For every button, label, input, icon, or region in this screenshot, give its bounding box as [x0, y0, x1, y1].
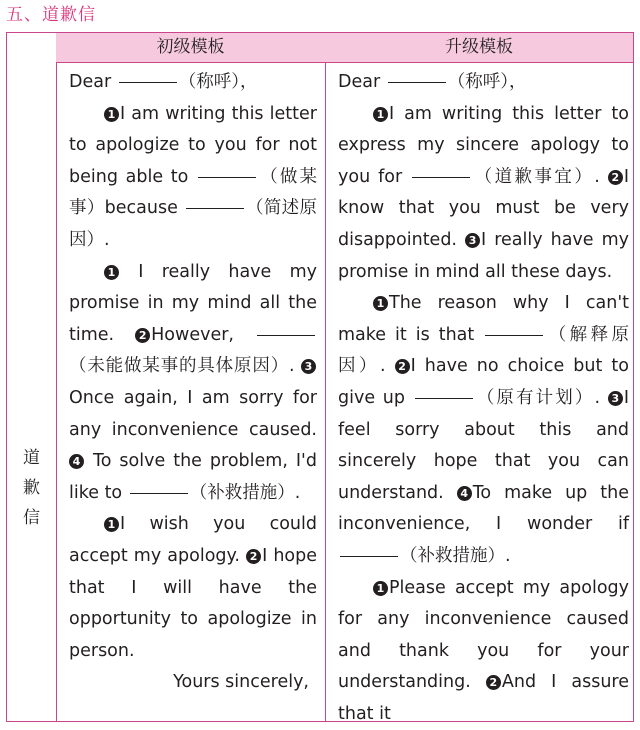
- advanced-template-text: [338, 67, 629, 730]
- header-basic-template: 初级模板: [56, 33, 325, 61]
- paragraph-closing: 1 Please accept my apology for any inconvenience caused and thank you for your understanding. 2 And I assure that it: [338, 573, 629, 730]
- sentence-number: 1: [104, 107, 119, 122]
- fill-blank: [186, 207, 244, 209]
- paragraph-opening: 1 I am writing this letter to apologize to you for not being able to （做某事）because （简述原因）.: [69, 99, 317, 257]
- sentence-number: 4: [69, 454, 84, 469]
- sentence-number: 2: [608, 170, 623, 185]
- sentence-number: 2: [246, 549, 261, 564]
- salutation: Dear （称呼），: [338, 67, 629, 99]
- template-table: [6, 32, 634, 722]
- column-divider: [56, 33, 57, 721]
- paragraph-body: 1 The reason why I can't make it is that （解释原因）. 2 I have no choice but to give up （原有计划）. 3 I feel sorry about this and sincerely hope that you can understand. 4 To make up the inconvenience, I wonder if （补救措施）.: [338, 288, 629, 572]
- fill-blank: [340, 555, 398, 557]
- fill-blank: [257, 334, 315, 336]
- basic-template-text: [69, 67, 317, 699]
- sentence-number: 1: [373, 107, 388, 122]
- fill-blank: [198, 176, 256, 178]
- sentence-number: 2: [135, 328, 150, 343]
- row-label-char: 歉: [7, 473, 56, 503]
- section-title: 五、道歉信: [6, 2, 96, 28]
- header-advanced-template: 升级模板: [325, 33, 633, 61]
- sentence-number: 3: [465, 233, 480, 248]
- fill-blank: [388, 81, 446, 83]
- row-label-char: 信: [7, 503, 56, 533]
- fill-blank: [119, 81, 177, 83]
- row-label-char: 道: [7, 443, 56, 473]
- sentence-number: 3: [301, 359, 316, 374]
- fill-blank: [412, 176, 470, 178]
- sentence-number: 1: [104, 265, 119, 280]
- sentence-number: 2: [486, 675, 501, 690]
- paragraph-closing: 1 I wish you could accept my apology. 2 I hope that I will have the opportunity to apologize in person.: [69, 509, 317, 667]
- fill-blank: [130, 492, 188, 494]
- fill-blank: [485, 334, 543, 336]
- sentence-number: 1: [373, 581, 388, 596]
- salutation: Dear （称呼），: [69, 67, 317, 99]
- paragraph-body: 1 I really have my promise in my mind all the time. 2 However, （未能做某事的具体原因）. 3Once again, I am sorry for any inconvenience caused. 4 To solve the problem, I'd like to （补救措施）.: [69, 257, 317, 510]
- fill-blank: [415, 397, 473, 399]
- paragraph-opening: 1 I am writing this letter to express my sincere apology to you for （道歉事宜）. 2 I know that you must be very disappointed. 3 I really have my promise in mind all these days.: [338, 99, 629, 289]
- sentence-number: 1: [104, 517, 119, 532]
- sentence-number: 2: [395, 359, 410, 374]
- sentence-number: 1: [373, 296, 388, 311]
- table-header: [56, 33, 633, 63]
- column-divider: [325, 33, 326, 721]
- sentence-number: 4: [457, 486, 472, 501]
- signature-line: Yours sincerely,: [69, 667, 317, 699]
- sentence-number: 3: [608, 391, 623, 406]
- row-label: [7, 443, 56, 533]
